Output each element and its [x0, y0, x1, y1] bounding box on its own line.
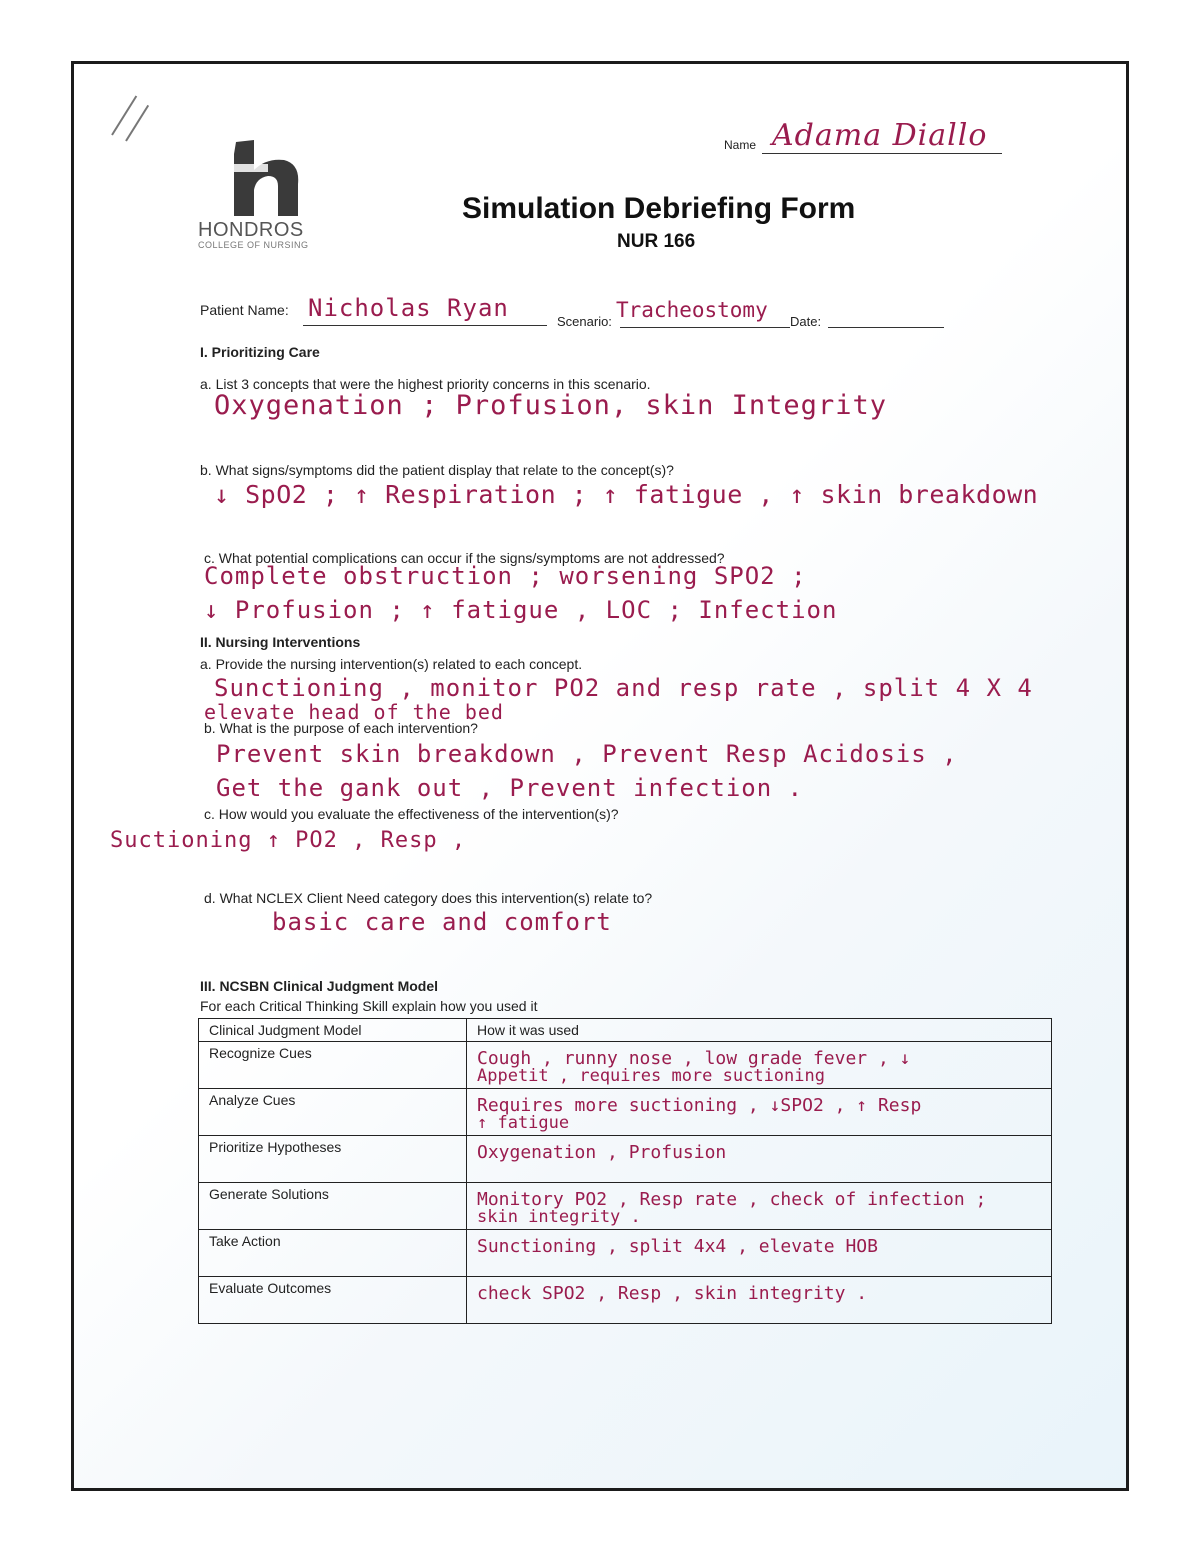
skill-cell: Take Action	[199, 1230, 467, 1277]
section2-answer-d: basic care and comfort	[272, 908, 612, 936]
scenario-value: Tracheostomy	[616, 298, 768, 322]
section1-question-c: c. What potential complications can occur if the signs/symptoms are not addressed?	[204, 550, 725, 566]
table-row	[199, 1089, 1052, 1136]
table-row	[199, 1042, 1052, 1089]
section2-answer-a-line2: elevate head of the bed	[204, 700, 504, 724]
used-cell: Cough , runny nose , low grade fever , ↓ Appetit , requires more suctioning	[467, 1042, 1052, 1089]
section2-answer-b-line1: Prevent skin breakdown , Prevent Resp Acidosis ,	[216, 740, 958, 768]
logo-text: HONDROS	[198, 219, 304, 241]
table-header-row	[199, 1019, 1052, 1042]
logo-subtext: COLLEGE OF NURSING	[198, 240, 309, 250]
name-line	[762, 153, 1002, 154]
table-row	[199, 1277, 1052, 1324]
section1-answer-a: Oxygenation ; Profusion, skin Integrity	[214, 390, 887, 421]
section1-heading: I. Prioritizing Care	[200, 344, 320, 360]
used-cell: Requires more suctioning , ↓SPO2 , ↑ Resp ↑ fatigue	[467, 1089, 1052, 1136]
section1-answer-b: ↓ SpO2 ; ↑ Respiration ; ↑ fatigue , ↑ skin breakdown	[214, 480, 1039, 509]
section2-heading: II. Nursing Interventions	[200, 634, 361, 650]
date-label: Date:	[790, 314, 822, 329]
section2-question-a: a. Provide the nursing intervention(s) related to each concept.	[200, 656, 583, 672]
section1-question-a: a. List 3 concepts that were the highest priority concerns in this scenario.	[200, 376, 651, 392]
section2-answer-c: Suctioning ↑ PO2 , Resp ,	[110, 828, 467, 853]
section1-answer-c-line2: ↓ Profusion ; ↑ fatigue , LOC ; Infection	[204, 596, 838, 624]
scenario-line	[620, 327, 790, 328]
section1-answer-c-line1: Complete obstruction ; worsening SPO2 ;	[204, 562, 807, 590]
scenario-label: Scenario:	[557, 314, 612, 329]
column-header-used: How it was used	[467, 1019, 1052, 1042]
hondros-logo-icon	[226, 140, 306, 216]
section2-question-c: c. How would you evaluate the effectiveness of the intervention(s)?	[204, 806, 619, 822]
patient-name-line	[303, 325, 547, 326]
used-cell: Oxygenation , Profusion	[467, 1136, 1052, 1183]
section3-heading: III. NCSBN Clinical Judgment Model	[200, 978, 439, 994]
section3-instruction: For each Critical Thinking Skill explain how you used it	[200, 998, 538, 1014]
name-value: Adama Diallo	[772, 118, 988, 153]
table-row	[199, 1183, 1052, 1230]
section2-question-b: b. What is the purpose of each intervention?	[204, 720, 478, 736]
skill-cell: Analyze Cues	[199, 1089, 467, 1136]
name-label: Name	[724, 138, 757, 152]
table-row	[199, 1136, 1052, 1183]
section2-answer-a-line1: Sunctioning , monitor PO2 and resp rate , split 4 X 4	[214, 674, 1033, 702]
skill-cell: Evaluate Outcomes	[199, 1277, 467, 1324]
skill-cell: Generate Solutions	[199, 1183, 467, 1230]
section2-answer-b-line2: Get the gank out , Prevent infection .	[216, 774, 804, 802]
table-row	[199, 1230, 1052, 1277]
section1-question-b: b. What signs/symptoms did the patient display that relate to the concept(s)?	[200, 462, 674, 478]
section2-question-d: d. What NCLEX Client Need category does this intervention(s) relate to?	[204, 890, 653, 906]
clinical-judgment-table	[198, 1018, 1052, 1324]
date-line	[828, 327, 944, 328]
patient-name-label: Patient Name:	[200, 302, 289, 318]
course-code: NUR 166	[617, 231, 696, 252]
used-cell: Sunctioning , split 4x4 , elevate HOB	[467, 1230, 1052, 1277]
patient-name-value: Nicholas Ryan	[308, 294, 509, 322]
used-cell: Monitory PO2 , Resp rate , check of infection ; skin integrity .	[467, 1183, 1052, 1230]
skill-cell: Recognize Cues	[199, 1042, 467, 1089]
column-header-model: Clinical Judgment Model	[199, 1019, 467, 1042]
skill-cell: Prioritize Hypotheses	[199, 1136, 467, 1183]
form-title: Simulation Debriefing Form	[462, 192, 856, 225]
used-cell: check SPO2 , Resp , skin integrity .	[467, 1277, 1052, 1324]
